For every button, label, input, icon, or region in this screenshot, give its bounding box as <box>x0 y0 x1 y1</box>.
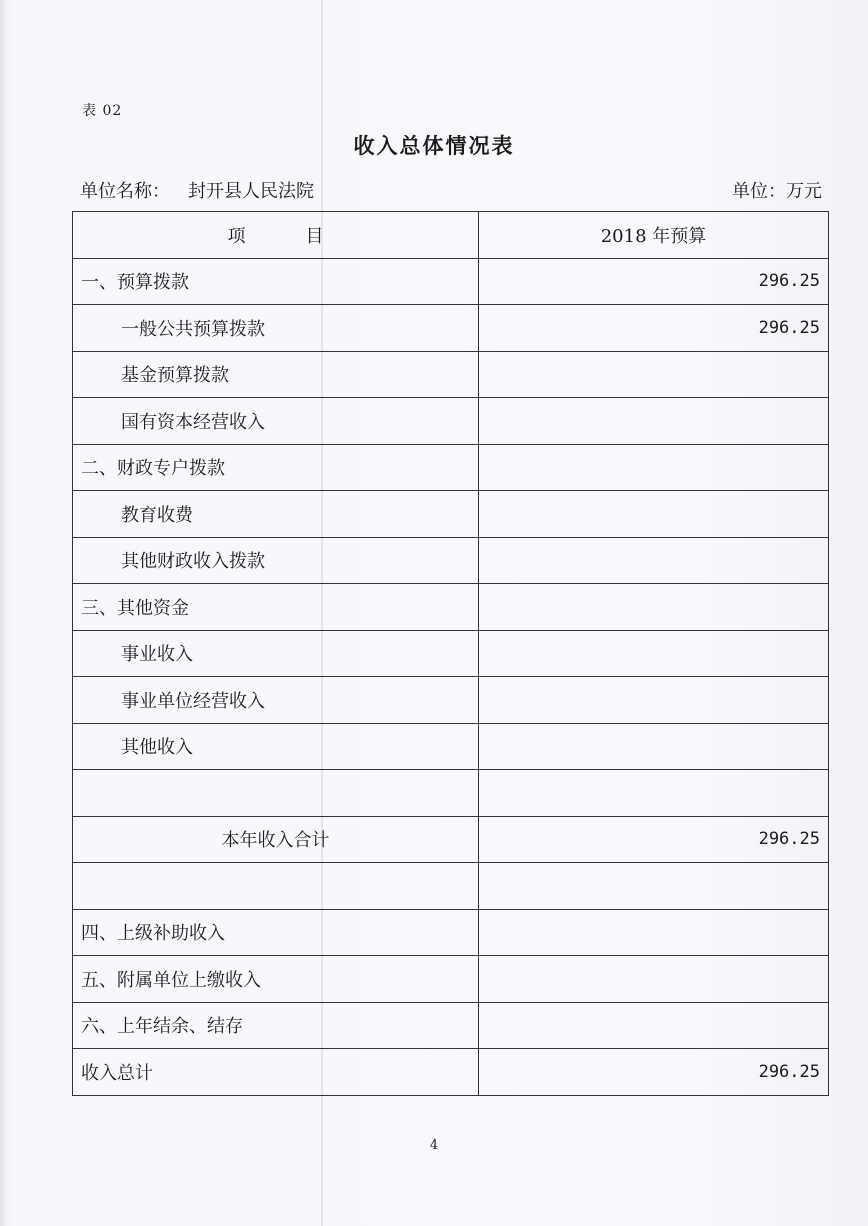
row-amount <box>479 723 829 770</box>
table-row <box>73 305 829 352</box>
table-row <box>73 1002 829 1049</box>
table-body <box>73 258 829 1095</box>
row-amount <box>479 956 829 1003</box>
row-amount <box>479 909 829 956</box>
table-row <box>73 956 829 1003</box>
table-row <box>73 909 829 956</box>
row-label: 六、上年结余、结存 <box>73 1002 479 1049</box>
row-amount <box>479 770 829 817</box>
row-label: 其他收入 <box>73 723 479 770</box>
row-amount <box>479 351 829 398</box>
table-row <box>73 630 829 677</box>
row-amount: 296.25 <box>479 258 829 305</box>
table-row <box>73 816 829 863</box>
row-label: 五、附属单位上缴收入 <box>73 956 479 1003</box>
header-item-char-b: 目 <box>305 225 324 247</box>
row-label: 其他财政收入拨款 <box>73 537 479 584</box>
row-amount <box>479 537 829 584</box>
income-summary-table <box>72 211 829 1096</box>
row-amount <box>479 491 829 538</box>
row-amount: 296.25 <box>479 1049 829 1096</box>
header-item <box>73 212 479 259</box>
header-item-char-a: 项 <box>227 225 246 247</box>
row-label: 三、其他资金 <box>73 584 479 631</box>
row-label: 国有资本经营收入 <box>73 398 479 445</box>
header-budget: 2018 年预算 <box>479 212 829 259</box>
row-label: 事业单位经营收入 <box>73 677 479 724</box>
organization-label: 单位名称： <box>80 181 170 202</box>
row-label: 一般公共预算拨款 <box>73 305 479 352</box>
row-amount <box>479 398 829 445</box>
organization-info <box>80 177 314 203</box>
table-header-row <box>73 212 829 259</box>
row-amount <box>479 677 829 724</box>
row-label: 四、上级补助收入 <box>73 909 479 956</box>
row-amount <box>479 1002 829 1049</box>
currency-unit: 单位：万元 <box>732 181 822 202</box>
table-row <box>73 723 829 770</box>
table-row <box>73 770 829 817</box>
row-label: 教育收费 <box>73 491 479 538</box>
row-label: 二、财政专户拨款 <box>73 444 479 491</box>
row-label: 收入总计 <box>73 1049 479 1096</box>
table-row <box>73 258 829 305</box>
table-row <box>73 537 829 584</box>
table-row <box>73 1049 829 1096</box>
row-label: 事业收入 <box>73 630 479 677</box>
row-label: 一、预算拨款 <box>73 258 479 305</box>
table-row <box>73 863 829 910</box>
row-label <box>73 863 479 910</box>
table-row <box>73 444 829 491</box>
organization-name: 封开县人民法院 <box>188 181 314 202</box>
table-row <box>73 491 829 538</box>
row-amount <box>479 630 829 677</box>
row-label: 本年收入合计 <box>73 816 479 863</box>
table-row <box>73 398 829 445</box>
page-title: 收入总体情况表 <box>353 133 515 158</box>
scan-edge-shadow <box>0 0 6 1226</box>
table-row <box>73 677 829 724</box>
row-label: 基金预算拨款 <box>73 351 479 398</box>
table-id: 表 02 <box>82 103 123 119</box>
row-label <box>73 770 479 817</box>
row-amount: 296.25 <box>479 816 829 863</box>
row-amount: 296.25 <box>479 305 829 352</box>
table-row <box>73 584 829 631</box>
unit-info-row <box>80 177 822 203</box>
row-amount <box>479 863 829 910</box>
row-amount <box>479 444 829 491</box>
page-number: 4 <box>429 1138 439 1153</box>
table-row <box>73 351 829 398</box>
row-amount <box>479 584 829 631</box>
